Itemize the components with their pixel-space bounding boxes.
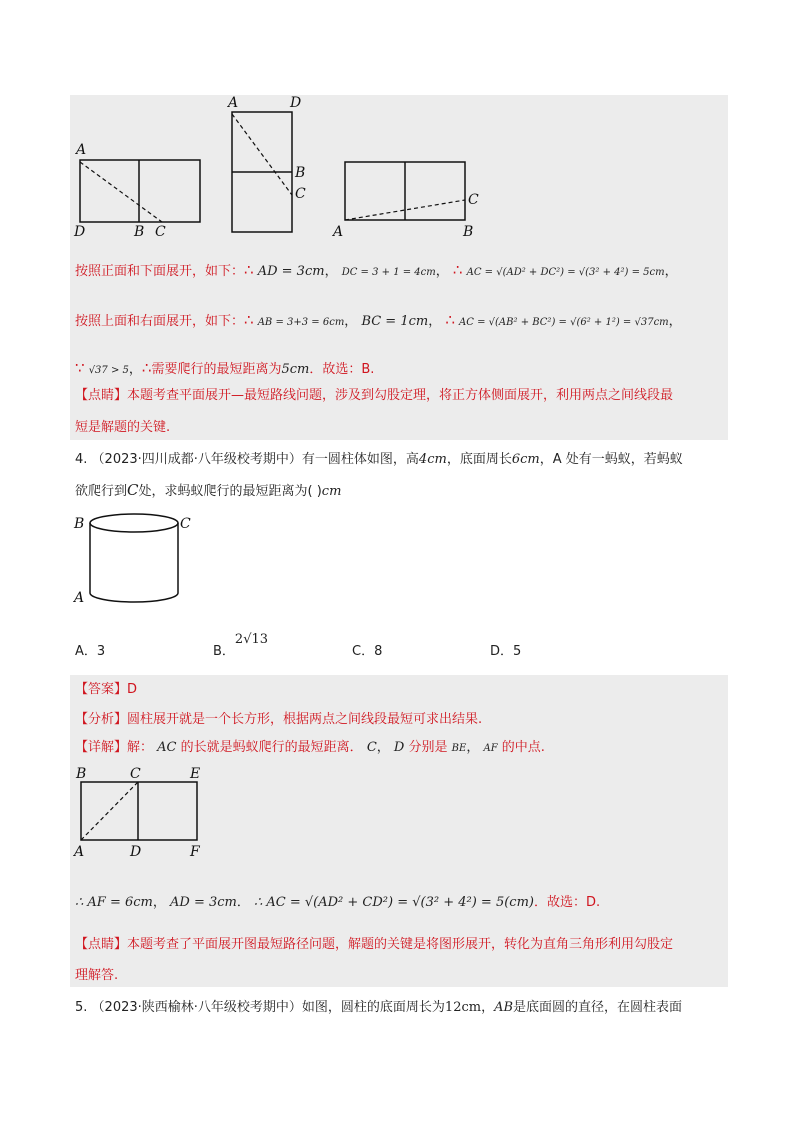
q3-comment-line-2: 短是解题的关键.: [75, 420, 171, 435]
q4-cyl-label-c: C: [180, 516, 191, 532]
q4-option-a[interactable]: A．3: [75, 644, 106, 659]
q3-solution-line-1: 按照正面和下面展开，如下：∴ AD = 3cm， DC = 3 + 1 = 4cm， ∴ AC = √(AD² + DC²) = √(3² + 4²) = 5cm，: [75, 261, 678, 279]
q3-comment-line-1: 【点睛】本题考查平面展开—最短路线问题，涉及到勾股定理，将正方体侧面展开，利用两点之间线段最: [75, 388, 674, 403]
q3-fig3-label-c: C: [468, 192, 479, 208]
q3-solution-line-2: 按照上面和右面展开，如下：∴ AB = 3+3 = 6cm， BC = 1cm， ∴ AC = √(AB² + BC²) = √(6² + 1²) = √37cm，: [75, 311, 682, 329]
q4-answer: 【答案】D: [75, 682, 138, 697]
q4-question-line-1: 4. （2023·四川成都·八年级校考期中）有一圆柱体如图，高4cm，底面周长6cm，A 处有一蚂蚁，若蚂蚁: [75, 452, 683, 467]
q4-comment-line-1: 【点睛】本题考查了平面展开图最短路径问题，解题的关键是将图形展开，转化为直角三角形利用勾股定: [75, 937, 674, 952]
q3-fig3-label-a: A: [333, 224, 344, 240]
q5-question-line-1: 5. （2023·陕西榆林·八年级校考期中）如图，圆柱的底面周长为12cm，AB是底面圆的直径，在圆柱表面: [75, 1000, 683, 1015]
q4-option-c[interactable]: C．8: [352, 644, 383, 659]
q4-question-line-2: 欲爬行到C处，求蚂蚁爬行的最短距离为( )cm: [75, 481, 342, 499]
q3-fig1-label-b: B: [134, 224, 145, 240]
q4-option-d[interactable]: D．5: [490, 644, 522, 659]
q4-fig-label-d: D: [130, 844, 142, 860]
q3-figures: [0, 90, 800, 240]
q3-figure-1: [73, 142, 200, 240]
q4-fig-label-c: C: [130, 766, 141, 782]
q4-detail: 【详解】解： AC 的长就是蚂蚁爬行的最短距离． C， D 分别是 BE， AF 的中点.: [75, 740, 545, 755]
q3-fig3-label-b: B: [463, 224, 474, 240]
q4-fig-label-e: E: [190, 766, 201, 782]
q4-cyl-label-a: A: [74, 590, 85, 606]
q3-fig2-label-c: C: [295, 186, 306, 202]
q3-fig2-label-b: B: [295, 165, 306, 181]
q4-analysis: 【分析】圆柱展开就是一个长方形，根据两点之间线段最短可求出结果.: [75, 712, 483, 727]
q3-fig1-label-d: D: [74, 224, 86, 240]
q3-fig2-label-a: A: [228, 95, 239, 111]
q4-cyl-label-b: B: [74, 516, 85, 532]
q3-fig2-label-d: D: [290, 95, 302, 111]
q4-option-b[interactable]: B．2√13: [213, 632, 269, 659]
q4-unfold-figure: [70, 762, 220, 862]
q3-figure-2: [226, 95, 306, 232]
q4-cylinder-figure: [70, 508, 210, 608]
q4-fig-label-f: F: [190, 844, 200, 860]
q3-figure-3: [331, 162, 479, 240]
q3-fig1-label-a: A: [76, 142, 87, 158]
q3-fig1-label-c: C: [155, 224, 166, 240]
q4-calculation: ∴ AF = 6cm， AD = 3cm． ∴ AC = √(AD² + CD²) = √(3² + 4²) = 5(cm)．故选：D.: [75, 895, 601, 910]
q3-solution-line-3: ∵ √37 > 5，∴需要爬行的最短距离为5cm．故选：B.: [75, 359, 375, 377]
q4-comment-line-2: 理解答.: [75, 968, 119, 983]
q4-fig-label-a: A: [74, 844, 85, 860]
q4-fig-label-b: B: [76, 766, 87, 782]
